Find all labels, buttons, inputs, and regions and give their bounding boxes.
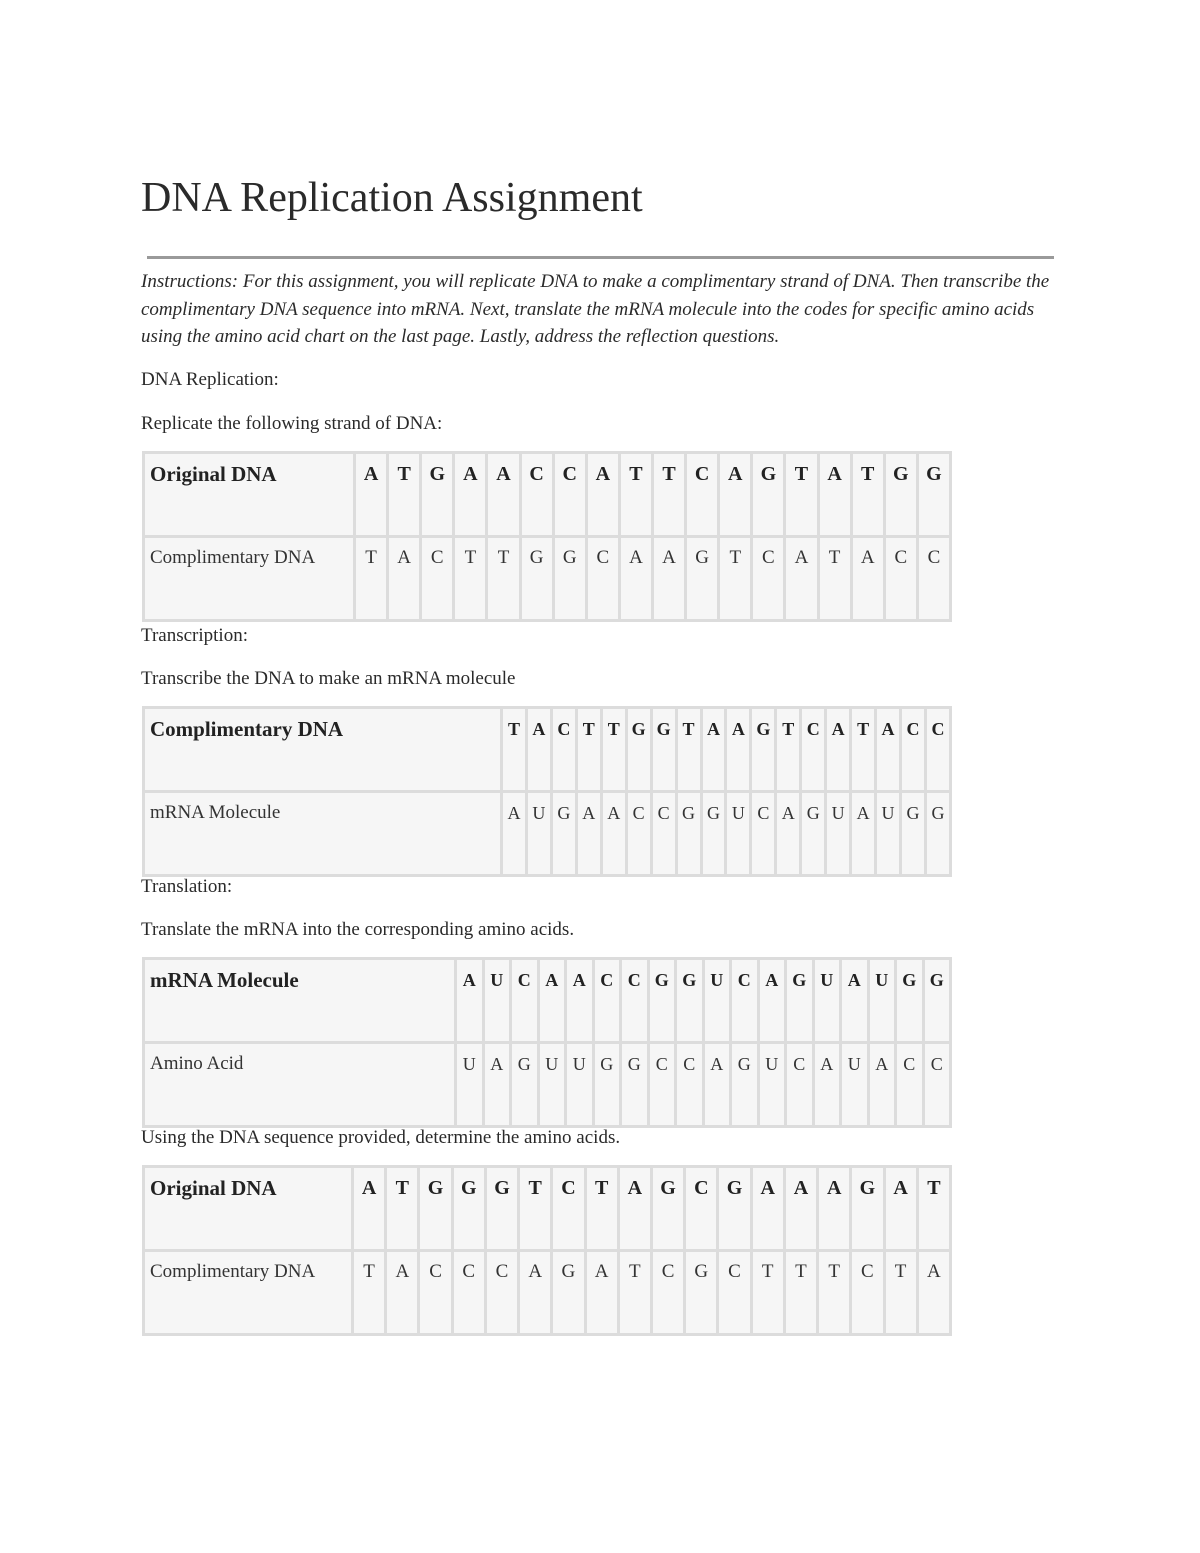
base-cell: A <box>826 708 851 792</box>
row-label: Original DNA <box>144 453 355 537</box>
base-cell: C <box>419 1251 452 1335</box>
base-cell: C <box>896 1043 924 1127</box>
base-cell: G <box>917 453 950 537</box>
row-label: Amino Acid <box>144 1043 456 1127</box>
base-cell: T <box>487 537 520 621</box>
base-cell: A <box>851 792 876 876</box>
base-cell: T <box>719 537 752 621</box>
base-cell: A <box>784 1167 817 1251</box>
base-cell: T <box>785 453 818 537</box>
base-cell: A <box>355 453 388 537</box>
base-cell: T <box>386 1167 419 1251</box>
base-cell: A <box>619 537 652 621</box>
base-cell: G <box>752 453 785 537</box>
base-cell: C <box>552 1167 585 1251</box>
base-cell: A <box>456 959 484 1043</box>
base-cell: T <box>619 453 652 537</box>
base-cell: A <box>618 1167 651 1251</box>
base-cell: C <box>485 1251 518 1335</box>
base-cell: G <box>651 1167 684 1251</box>
table-row <box>144 708 951 792</box>
final-dna-table <box>142 1165 952 1336</box>
base-cell: C <box>751 792 776 876</box>
base-cell: G <box>676 959 704 1043</box>
base-cell: C <box>801 708 826 792</box>
base-cell: T <box>776 708 801 792</box>
base-cell: G <box>701 792 726 876</box>
base-cell: A <box>917 1251 950 1335</box>
base-cell: T <box>355 537 388 621</box>
translation-table <box>142 957 952 1128</box>
base-cell: G <box>896 959 924 1043</box>
table-row <box>144 1167 951 1251</box>
base-cell: C <box>626 792 651 876</box>
base-cell: A <box>566 959 594 1043</box>
base-cell: T <box>652 453 685 537</box>
base-cell: T <box>585 1167 618 1251</box>
row-label: Original DNA <box>144 1167 353 1251</box>
translation-heading: Translation: <box>141 876 233 897</box>
base-cell: G <box>626 708 651 792</box>
base-cell: U <box>876 792 901 876</box>
base-cell: U <box>868 959 896 1043</box>
base-cell: G <box>419 1167 452 1251</box>
base-cell: C <box>685 1167 718 1251</box>
base-cell: A <box>719 453 752 537</box>
base-cell: A <box>487 453 520 537</box>
base-cell: T <box>519 1167 552 1251</box>
base-cell: U <box>538 1043 566 1127</box>
base-cell: G <box>520 537 553 621</box>
base-cell: A <box>652 537 685 621</box>
base-cell: C <box>925 708 950 792</box>
base-cell: A <box>751 1167 784 1251</box>
replication-heading: DNA Replication: <box>141 369 279 390</box>
base-cell: A <box>785 537 818 621</box>
base-cell: T <box>884 1251 917 1335</box>
base-cell: C <box>786 1043 814 1127</box>
transcription-table <box>142 706 952 877</box>
base-cell: G <box>621 1043 649 1127</box>
base-cell: U <box>726 792 751 876</box>
base-cell: C <box>686 453 719 537</box>
base-cell: G <box>686 537 719 621</box>
base-cell: C <box>752 537 785 621</box>
base-cell: A <box>813 1043 841 1127</box>
base-cell: C <box>553 453 586 537</box>
base-cell: T <box>576 708 601 792</box>
row-label: mRNA Molecule <box>144 792 502 876</box>
base-cell: A <box>703 1043 731 1127</box>
base-cell: C <box>511 959 539 1043</box>
base-cell: U <box>526 792 551 876</box>
final-prompt: Using the DNA sequence provided, determine the amino acids. <box>141 1127 621 1148</box>
base-cell: A <box>388 537 421 621</box>
base-cell: A <box>818 453 851 537</box>
base-cell: G <box>801 792 826 876</box>
base-cell: G <box>511 1043 539 1127</box>
base-cell: T <box>618 1251 651 1335</box>
base-cell: U <box>566 1043 594 1127</box>
base-cell: U <box>826 792 851 876</box>
base-cell: A <box>454 453 487 537</box>
base-cell: A <box>586 453 619 537</box>
base-cell: G <box>751 708 776 792</box>
table-row <box>144 453 951 537</box>
base-cell: C <box>718 1251 751 1335</box>
base-cell: C <box>586 537 619 621</box>
row-label: Complimentary DNA <box>144 708 502 792</box>
base-cell: C <box>851 1251 884 1335</box>
base-cell: G <box>648 959 676 1043</box>
base-cell: A <box>776 792 801 876</box>
row-label: mRNA Molecule <box>144 959 456 1043</box>
base-cell: T <box>851 708 876 792</box>
base-cell: G <box>551 792 576 876</box>
base-cell: C <box>593 959 621 1043</box>
base-cell: A <box>884 1167 917 1251</box>
base-cell: C <box>421 537 454 621</box>
base-cell: A <box>502 792 527 876</box>
base-cell: T <box>917 1167 950 1251</box>
base-cell: C <box>676 1043 704 1127</box>
base-cell: A <box>841 959 869 1043</box>
base-cell: U <box>483 959 511 1043</box>
base-cell: A <box>601 792 626 876</box>
base-cell: A <box>519 1251 552 1335</box>
base-cell: A <box>538 959 566 1043</box>
base-cell: U <box>456 1043 484 1127</box>
base-cell: A <box>758 959 786 1043</box>
base-cell: T <box>353 1251 386 1335</box>
base-cell: A <box>353 1167 386 1251</box>
base-cell: G <box>651 708 676 792</box>
base-cell: G <box>553 537 586 621</box>
base-cell: T <box>676 708 701 792</box>
base-cell: A <box>818 1167 851 1251</box>
base-cell: C <box>648 1043 676 1127</box>
base-cell: T <box>751 1251 784 1335</box>
base-cell: C <box>884 537 917 621</box>
base-cell: G <box>452 1167 485 1251</box>
table-row <box>144 1043 951 1127</box>
base-cell: T <box>818 1251 851 1335</box>
base-cell: G <box>485 1167 518 1251</box>
title-divider <box>147 256 1054 259</box>
base-cell: A <box>386 1251 419 1335</box>
base-cell: A <box>726 708 751 792</box>
base-cell: U <box>813 959 841 1043</box>
base-cell: A <box>851 537 884 621</box>
base-cell: G <box>901 792 926 876</box>
replication-table <box>142 451 952 622</box>
base-cell: T <box>454 537 487 621</box>
row-label: Complimentary DNA <box>144 537 355 621</box>
base-cell: C <box>651 1251 684 1335</box>
base-cell: C <box>917 537 950 621</box>
base-cell: A <box>526 708 551 792</box>
table-row <box>144 1251 951 1335</box>
base-cell: U <box>758 1043 786 1127</box>
table-row <box>144 959 951 1043</box>
base-cell: C <box>901 708 926 792</box>
base-cell: G <box>593 1043 621 1127</box>
base-cell: T <box>502 708 527 792</box>
base-cell: G <box>786 959 814 1043</box>
base-cell: T <box>601 708 626 792</box>
base-cell: C <box>731 959 759 1043</box>
base-cell: C <box>621 959 649 1043</box>
base-cell: T <box>784 1251 817 1335</box>
replication-prompt: Replicate the following strand of DNA: <box>141 413 443 434</box>
base-cell: C <box>923 1043 951 1127</box>
base-cell: T <box>818 537 851 621</box>
table-row <box>144 537 951 621</box>
base-cell: C <box>452 1251 485 1335</box>
base-cell: C <box>651 792 676 876</box>
base-cell: G <box>925 792 950 876</box>
base-cell: A <box>483 1043 511 1127</box>
base-cell: G <box>851 1167 884 1251</box>
base-cell: G <box>884 453 917 537</box>
base-cell: C <box>551 708 576 792</box>
base-cell: G <box>685 1251 718 1335</box>
base-cell: T <box>851 453 884 537</box>
base-cell: G <box>718 1167 751 1251</box>
translation-prompt: Translate the mRNA into the corresponding amino acids. <box>141 919 575 940</box>
base-cell: G <box>923 959 951 1043</box>
row-label: Complimentary DNA <box>144 1251 353 1335</box>
base-cell: G <box>676 792 701 876</box>
base-cell: A <box>876 708 901 792</box>
base-cell: G <box>421 453 454 537</box>
base-cell: G <box>552 1251 585 1335</box>
base-cell: G <box>731 1043 759 1127</box>
base-cell: A <box>701 708 726 792</box>
instructions-text: Instructions: For this assignment, you will replicate DNA to make a complimentary strand of DNA. Then transcribe the complimentary DNA sequence into mRNA. Next, translate the mRNA molecule into the codes for specific amino acids using the amino acid chart on the last page. Lastly, address the reflection questions. <box>141 271 1050 347</box>
transcription-prompt: Transcribe the DNA to make an mRNA molecule <box>141 668 516 689</box>
base-cell: T <box>388 453 421 537</box>
base-cell: U <box>703 959 731 1043</box>
base-cell: A <box>868 1043 896 1127</box>
base-cell: C <box>520 453 553 537</box>
base-cell: A <box>585 1251 618 1335</box>
transcription-heading: Transcription: <box>141 625 248 646</box>
base-cell: A <box>576 792 601 876</box>
page-title: DNA Replication Assignment <box>141 175 643 221</box>
table-row <box>144 792 951 876</box>
base-cell: U <box>841 1043 869 1127</box>
